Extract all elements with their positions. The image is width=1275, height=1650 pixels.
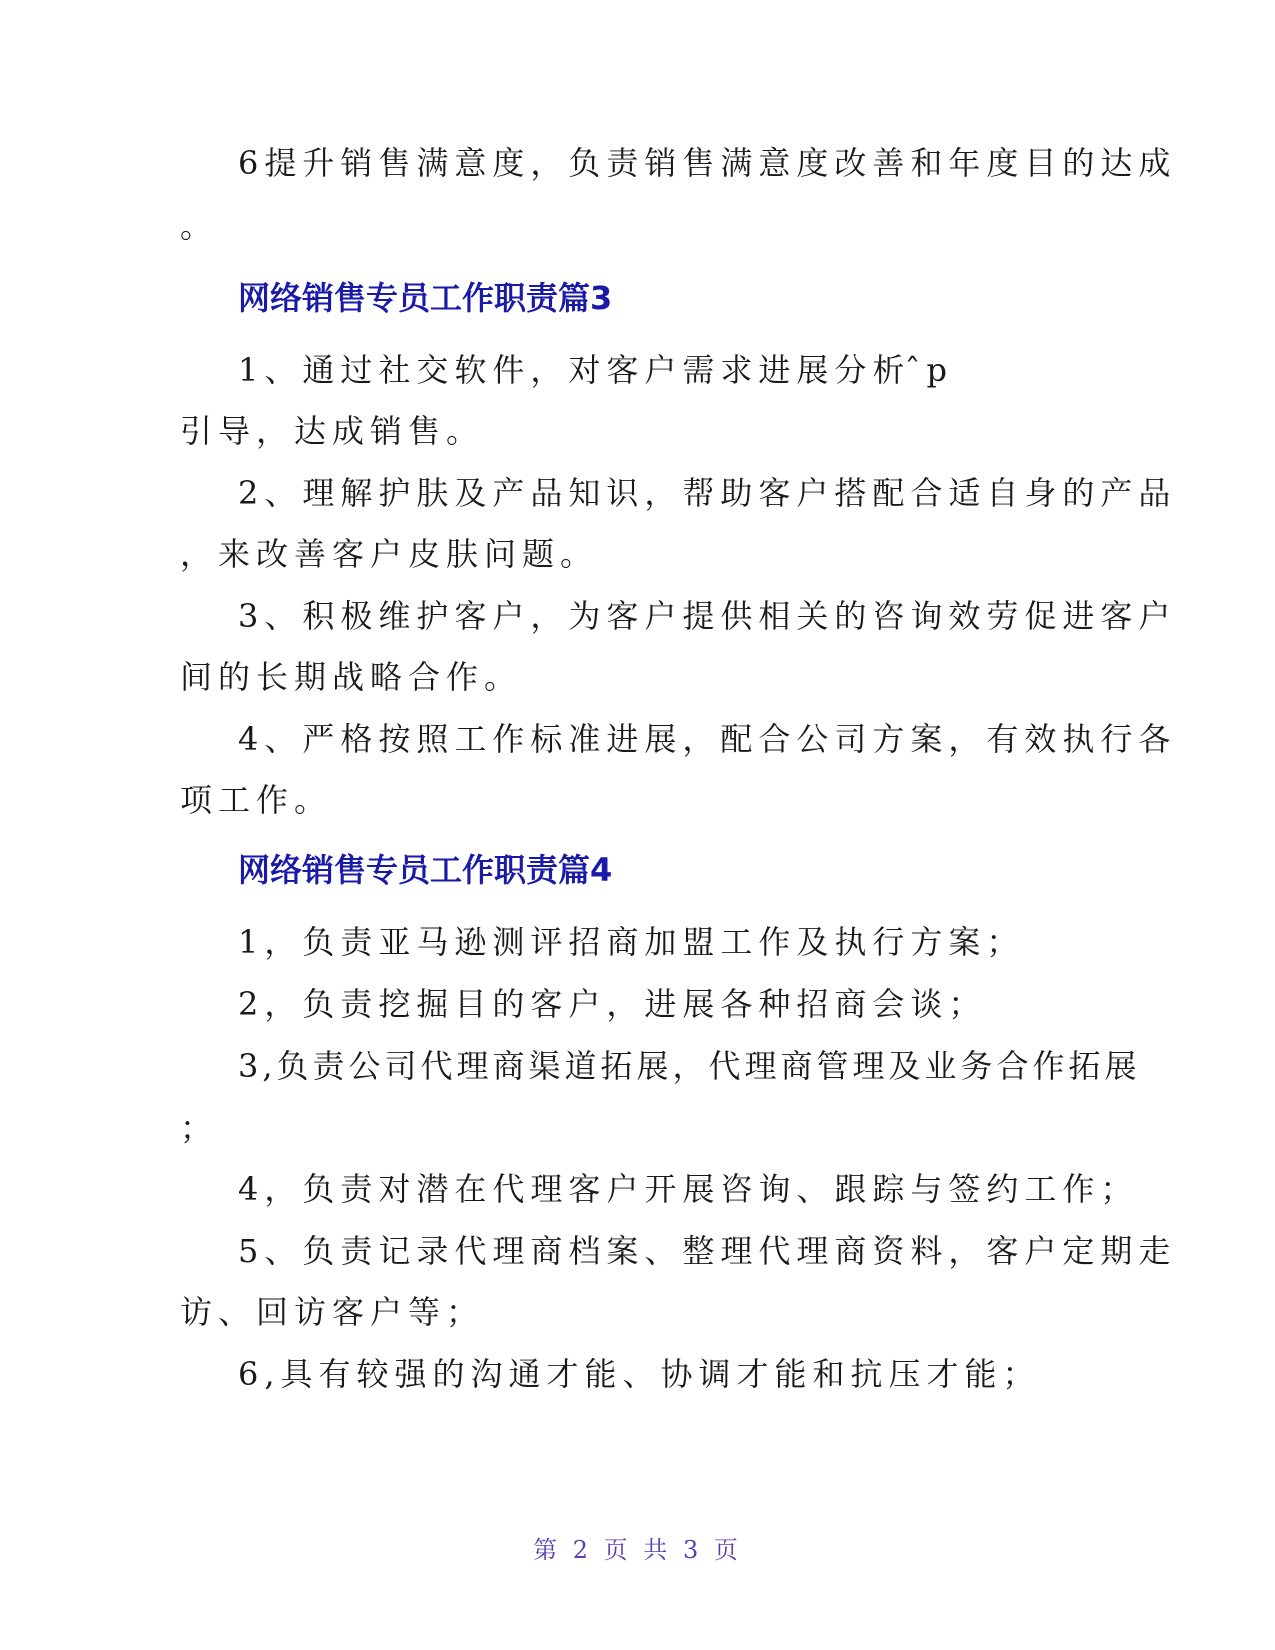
- list-item: 4、严格按照工作标准进展，配合公司方案，有效执行各: [238, 720, 1177, 758]
- list-item: 2、理解护肤及产品知识，帮助客户搭配合适自身的产品: [238, 474, 1177, 512]
- list-item: 4，负责对潜在代理客户开展咨询、跟踪与签约工作；: [238, 1170, 1139, 1208]
- list-item-continuation: ；: [180, 1109, 219, 1147]
- list-item: 5、负责记录代理商档案、整理代理商资料，客户定期走: [238, 1232, 1177, 1270]
- list-item-continuation: 访、回访客户等；: [180, 1293, 485, 1331]
- list-item: 3、积极维护客户，为客户提供相关的咨询效劳促进客户: [238, 597, 1177, 635]
- page-number-footer: 第 2 页 共 3 页: [533, 1536, 742, 1564]
- list-item-continuation: 引导，达成销售。: [180, 412, 485, 450]
- list-item: 2，负责挖掘目的客户，进展各种招商会谈；: [238, 985, 987, 1023]
- list-item: 1，负责亚马逊测评招商加盟工作及执行方案；: [238, 923, 1025, 961]
- section-heading-3: 网络销售专员工作职责篇3: [238, 279, 613, 317]
- list-item: 1、通过社交软件，对客户需求进展分析 ̂p: [238, 351, 954, 389]
- list-item: 3,负责公司代理商渠道拓展，代理商管理及业务合作拓展: [238, 1047, 1141, 1085]
- list-item: 6,具有较强的沟通才能、协调才能和抗压才能；: [238, 1355, 1041, 1393]
- paragraph-line: 6提升销售满意度，负责销售满意度改善和年度目的达成: [238, 144, 1177, 182]
- section-heading-4: 网络销售专员工作职责篇4: [238, 851, 613, 889]
- list-item-continuation: 项工作。: [180, 781, 333, 819]
- list-item-continuation: ，来改善客户皮肤问题。: [180, 535, 599, 573]
- list-item-continuation: 间的长期战略合作。: [180, 658, 523, 696]
- paragraph-line: 。: [180, 207, 219, 245]
